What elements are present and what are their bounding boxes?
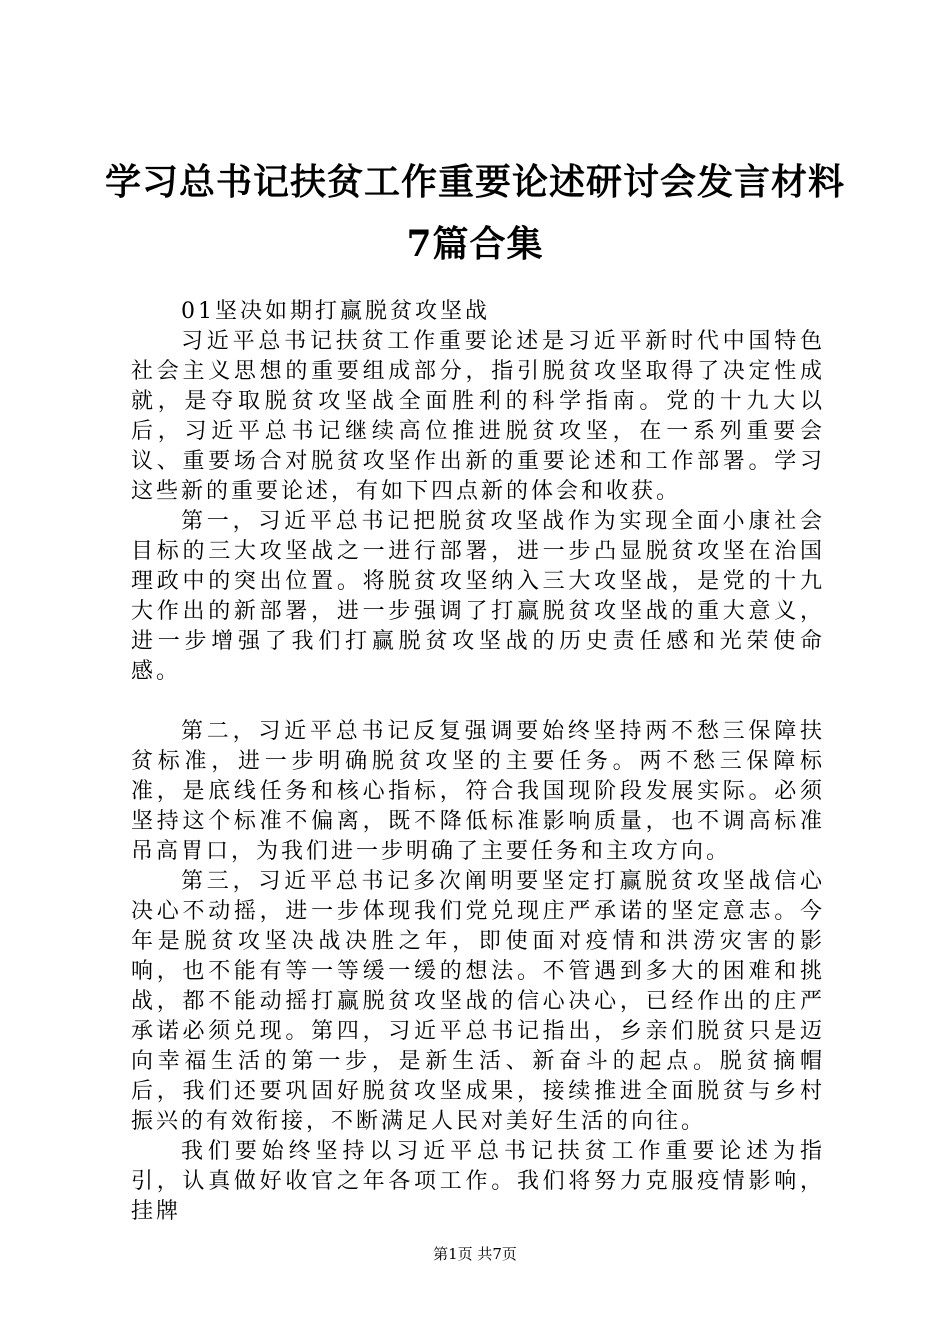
body-paragraph: 我们要始终坚持以习近平总书记扶贫工作重要论述为指引，认真做好收官之年各项工作。我们将努力克服疫情影响，挂牌 bbox=[131, 1139, 825, 1224]
body-paragraph: 第三，习近平总书记多次阐明要坚定打赢脱贫攻坚战信心决心不动摇，进一步体现我们党兑现庄严承诺的坚定意志。今年是脱贫攻坚决战决胜之年，即使面对疫情和洪涝灾害的影响，也不能有等一等缓一缓的想法。不管遇到多大的困难和挑战，都不能动摇打赢脱贫攻坚战的信心决心，已经作出的庄严承诺必须兑现。第四，习近平总书记指出，乡亲们脱贫只是迈向幸福生活的第一步，是新生活、新奋斗的起点。脱贫摘帽后，我们还要巩固好脱贫攻坚成果，接续推进全面脱贫与乡村振兴的有效衔接，不断满足人民对美好生活的向往。 bbox=[131, 869, 825, 1134]
document-body bbox=[131, 297, 825, 1227]
body-paragraph: 习近平总书记扶贫工作重要论述是习近平新时代中国特色社会主义思想的重要组成部分，指引脱贫攻坚取得了决定性成就，是夺取脱贫攻坚战全面胜利的科学指南。党的十九大以后，习近平总书记继续高位推进脱贫攻坚，在一系列重要会议、重要场合对脱贫攻坚作出新的重要论述和工作部署。学习这些新的重要论述，有如下四点新的体会和收获。 bbox=[131, 329, 825, 504]
page-footer: 第1页 共7页 bbox=[433, 1245, 517, 1263]
section-heading: 01坚决如期打赢脱贫攻坚战 bbox=[181, 299, 490, 324]
body-paragraph: 第一，习近平总书记把脱贫攻坚战作为实现全面小康社会目标的三大攻坚战之一进行部署，进一步凸显脱贫攻坚在治国理政中的突出位置。将脱贫攻坚纳入三大攻坚战，是党的十九大作出的新部署，进一步强调了打赢脱贫攻坚战的重大意义，进一步增强了我们打赢脱贫攻坚战的历史责任感和光荣使命感。 bbox=[131, 509, 825, 684]
body-paragraph: 第二，习近平总书记反复强调要始终坚持两不愁三保障扶贫标准，进一步明确脱贫攻坚的主要任务。两不愁三保障标准，是底线任务和核心指标，符合我国现阶段发展实际。必须坚持这个标准不偏离，既不降低标准影响质量，也不调高标准吊高胃口，为我们进一步明确了主要任务和主攻方向。 bbox=[131, 719, 825, 864]
document-title-line-2: 7篇合集 bbox=[406, 223, 544, 265]
document-title-line-1: 学习总书记扶贫工作重要论述研讨会发言材料 bbox=[104, 161, 845, 203]
